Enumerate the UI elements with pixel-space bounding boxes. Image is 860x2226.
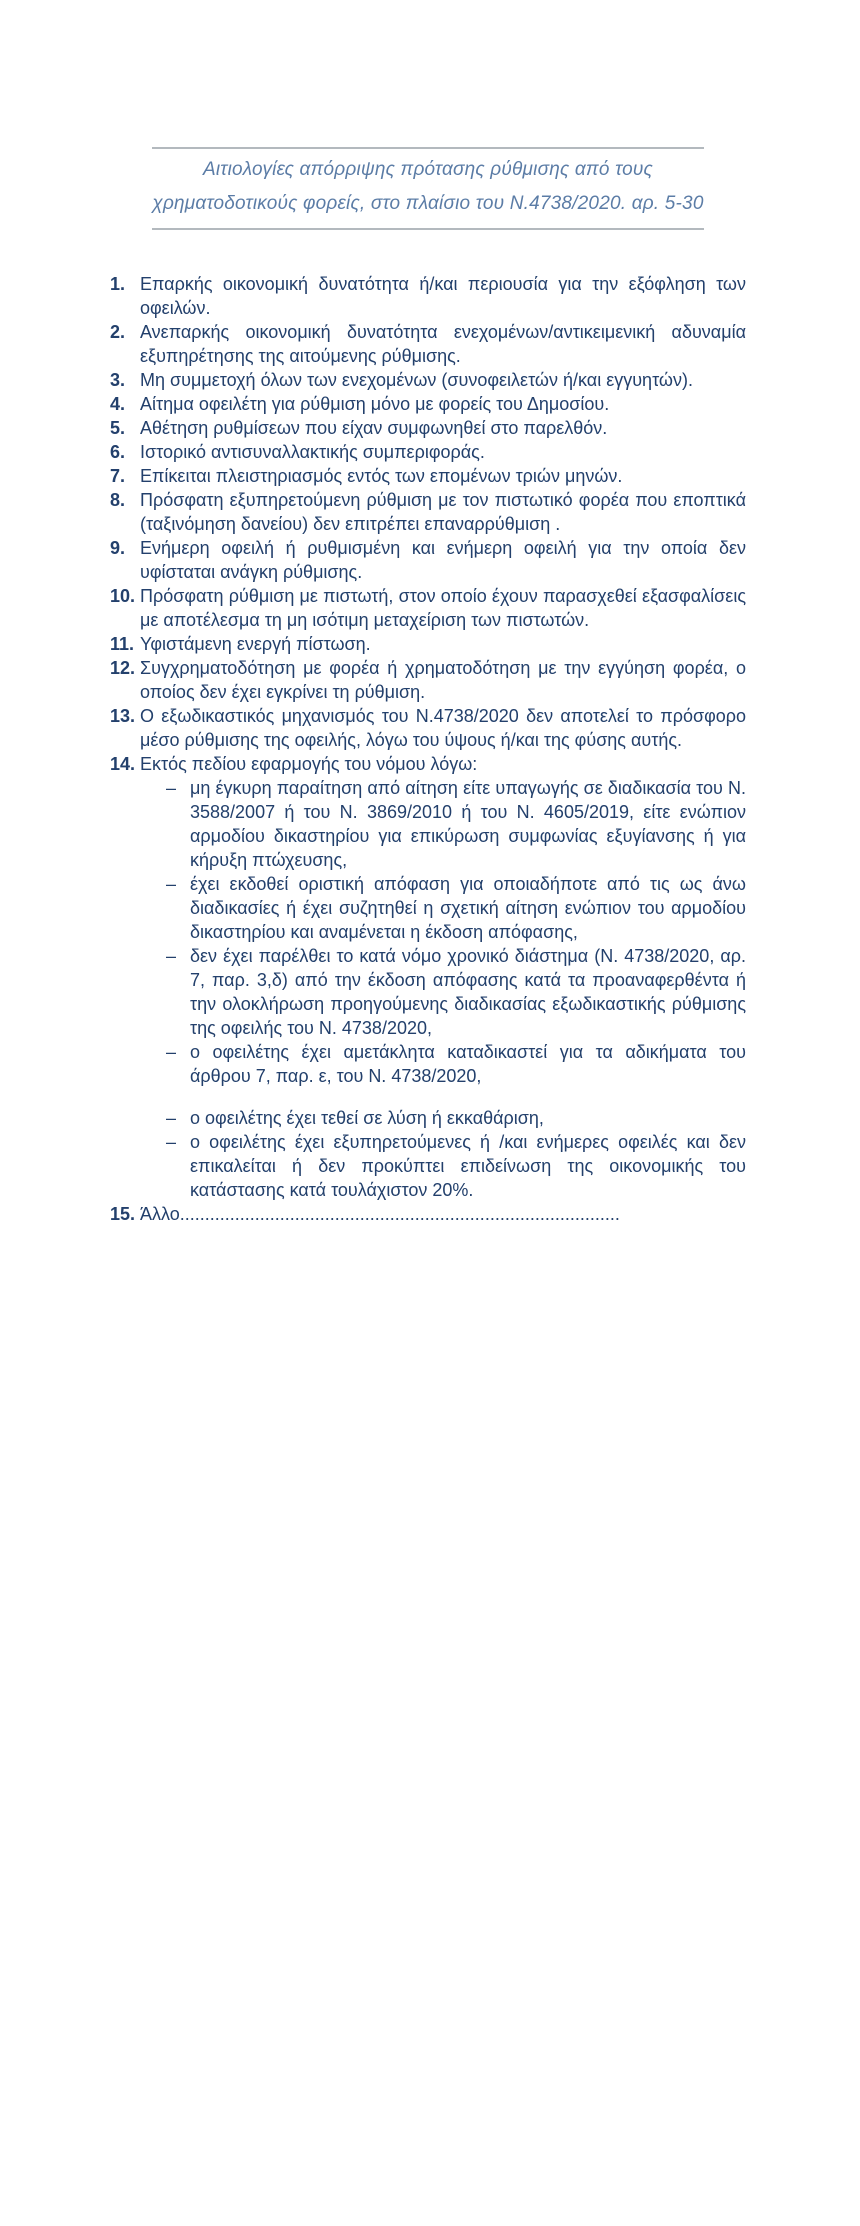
sub-bullet-text: ο οφειλέτης έχει εξυπηρετούμενες ή /και ενήμερες οφειλές και δεν επικαλείται ή δεν προκύπτει επιδείνωση της οικονομικής του κατάστασης κατά τουλάχιστον 20%. [190,1132,746,1200]
item-number: 6. [110,442,126,462]
item-text: Μη συμμετοχή όλων των ενεχομένων (συνοφειλετών ή/και εγγυητών). [140,370,693,390]
item-text: Ανεπαρκής οικονομική δυνατότητα ενεχομένων/αντικειμενική αδυναμία εξυπηρέτησης της αιτούμενης ρύθμισης. [140,322,746,366]
dash-bullet-marker: – [166,946,177,966]
item-text: Επαρκής οικονομική δυνατότητα ή/και περιουσία για την εξόφληση των οφειλών. [140,274,746,318]
dash-bullet-marker: – [166,778,177,798]
item-text: Ενήμερη οφειλή ή ρυθμισμένη και ενήμερη οφειλή για την οποία δεν υφίσταται ανάγκη ρύθμισης. [140,538,746,582]
item-number: 12. [110,658,136,678]
dash-bullet-marker: – [166,874,177,894]
page-title: Αιτιολογίες απόρριψης πρότασης ρύθμισης από τους χρηματοδοτικούς φορείς, στο πλαίσιο του Ν.4738/2020. αρ. 5-30 [152,159,704,214]
sub-bullet-item [140,1130,746,1202]
item-text: Αθέτηση ρυθμίσεων που είχαν συμφωνηθεί στο παρελθόν. [140,418,608,438]
item-number: 4. [110,394,126,414]
sub-bullet-item [140,1040,746,1088]
list-item-1 [110,272,746,320]
sub-bullet-list [140,776,746,1202]
item-text: Πρόσφατη εξυπηρετούμενη ρύθμιση με τον πιστωτικό φορέα που εποπτικά (ταξινόμηση δανείου) δεν επιτρέπει επαναρρύθμιση . [140,490,746,534]
reasons-list [110,272,746,1226]
item-number: 3. [110,370,126,390]
dash-bullet-marker: – [166,1042,177,1062]
item-number: 2. [110,322,126,342]
list-item-12 [110,656,746,704]
item-number: 9. [110,538,126,558]
item-number: 5. [110,418,126,438]
list-item-9 [110,536,746,584]
list-item-11 [110,632,746,656]
list-item-6 [110,440,746,464]
item-number: 7. [110,466,126,486]
item-text: Ο εξωδικαστικός μηχανισμός του Ν.4738/2020 δεν αποτελεί το πρόσφορο μέσο ρύθμισης της οφειλής, λόγω του ύψους ή/και της φύσης αυτής. [140,706,746,750]
sub-bullet-item [140,872,746,944]
item-number: 8. [110,490,126,510]
item-number: 11. [110,634,135,654]
item-number: 14. [110,754,136,774]
item-text: Εκτός πεδίου εφαρμογής του νόμου λόγω: [140,754,478,774]
item-text: Υφιστάμενη ενεργή πίστωση. [140,634,371,654]
item-text: Αίτημα οφειλέτη για ρύθμιση μόνο με φορείς του Δημοσίου. [140,394,610,414]
item-number: 10. [110,586,136,606]
list-item-15 [110,1202,746,1226]
list-item-13 [110,704,746,752]
item-number: 1. [110,274,126,294]
list-item-3 [110,368,746,392]
document-title-block [152,147,704,230]
item-text: Συγχρηματοδότηση με φορέα ή χρηματοδότηση με την εγγύηση φορέα, ο οποίος δεν έχει εγκρίνει τη ρύθμιση. [140,658,746,702]
sub-bullet-text: έχει εκδοθεί οριστική απόφαση για οποιαδήποτε από τις ως άνω διαδικασίες ή έχει συζητηθεί η σχετική αίτηση ενώπιον του αρμοδίου δικαστηρίου και αναμένεται η έκδοση απόφασης, [190,874,746,942]
list-item-10 [110,584,746,632]
list-item-8 [110,488,746,536]
list-item-5 [110,416,746,440]
dash-bullet-marker: – [166,1132,177,1152]
dash-bullet-marker: – [166,1108,177,1128]
sub-bullet-item [140,1106,746,1130]
list-item-7 [110,464,746,488]
sub-bullet-item [140,944,746,1040]
item-number: 15. [110,1204,136,1224]
item-text: Ιστορικό αντισυναλλακτικής συμπεριφοράς. [140,442,485,462]
item-text: Πρόσφατη ρύθμιση με πιστωτή, στον οποίο έχουν παρασχεθεί εξασφαλίσεις με αποτέλεσμα τη μη ισότιμη μεταχείριση των πιστωτών. [140,586,746,630]
sub-bullet-item [140,776,746,872]
list-item-14 [110,752,746,1202]
sub-bullet-text: δεν έχει παρέλθει το κατά νόμο χρονικό διάστημα (Ν. 4738/2020, αρ. 7, παρ. 3,δ) από την έκδοση απόφασης κατά τα προαναφερθέντα ή την ολοκλήρωση προηγούμενης διαδικασίας εξωδικαστικής ρύθμισης της οφειλής του Ν. 4738/2020, [190,946,746,1038]
sub-bullet-text: ο οφειλέτης έχει τεθεί σε λύση ή εκκαθάριση, [190,1108,544,1128]
item-text: Άλλο........................................................................................ [140,1204,620,1224]
item-text: Επίκειται πλειστηριασμός εντός των επομένων τριών μηνών. [140,466,623,486]
sub-bullet-text: ο οφειλέτης έχει αμετάκλητα καταδικαστεί για τα αδικήματα του άρθρου 7, παρ. ε, του Ν. 4738/2020, [190,1042,746,1086]
list-item-2 [110,320,746,368]
item-number: 13. [110,706,136,726]
sub-bullet-text: μη έγκυρη παραίτηση από αίτηση είτε υπαγωγής σε διαδικασία του Ν. 3588/2007 ή του Ν. 3869/2010 ή του Ν. 4605/2019, είτε ενώπιον αρμοδίου δικαστηρίου για επικύρωση συμφωνίας εξυγίανσης ή για κήρυξη πτώχευσης, [190,778,746,870]
list-item-4 [110,392,746,416]
